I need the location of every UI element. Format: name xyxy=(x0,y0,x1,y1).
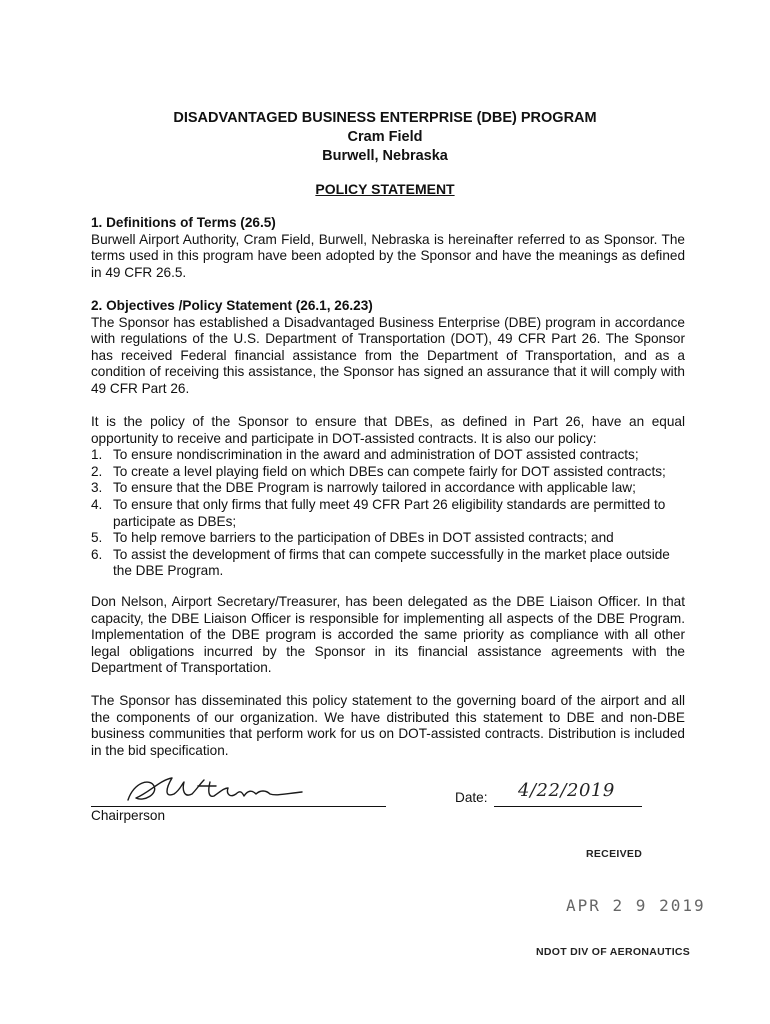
airport-name: Cram Field xyxy=(347,129,423,145)
section-objectives xyxy=(91,298,685,398)
signature-line xyxy=(91,806,386,807)
received-stamp-division: NDOT DIV OF AERONAUTICS xyxy=(536,946,691,958)
received-stamp-date: APR 2 9 2019 xyxy=(566,896,706,915)
policy-statement-heading: POLICY STATEMENT xyxy=(315,181,455,197)
received-stamp: RECEIVED xyxy=(586,848,643,860)
date-label: Date: xyxy=(455,790,488,805)
section-2-text: The Sponsor has established a Disadvantaged Business Enterprise (DBE) program in accordance with regulations of the U.S. Department of Transportation (DOT), 49 CFR Part 26. The Sponsor has received Federal financial assistance from the Department of Transportation, and as a condition of receiving this assistance, the Sponsor has signed an assurance that it will comply with 49 CFR Part 26. xyxy=(91,314,685,396)
list-item: 1. To ensure nondiscrimination in the award and administration of DOT assisted contracts; xyxy=(91,447,639,463)
handwritten-signature xyxy=(120,768,320,808)
section-definitions xyxy=(91,215,685,281)
section-1-heading: 1. Definitions of Terms (26.5) xyxy=(91,215,276,230)
signer-title: Chairperson xyxy=(91,808,166,823)
date-line xyxy=(494,806,642,807)
policy-list xyxy=(91,447,685,580)
policy-intro: It is the policy of the Sponsor to ensure that DBEs, as defined in Part 26, have an equal opportunity to receive and participate in DOT-assisted contracts. It is also our policy: xyxy=(91,414,685,446)
list-item: 6. To assist the development of firms that can compete successfully in the market place outside the DBE Program. xyxy=(91,546,670,579)
section-1-text: Burwell Airport Authority, Cram Field, Burwell, Nebraska is hereinafter referred to as Sponsor. The terms used in this program have been adopted by the Sponsor and have the meanings as defined in 49 CFR 26.5. xyxy=(91,231,685,280)
list-item: 4. To ensure that only firms that fully meet 49 CFR Part 26 eligibility standards are permitted to participate as DBEs; xyxy=(91,496,666,529)
dissemination-paragraph: The Sponsor has disseminated this policy statement to the governing board of the airport and all the components of our organization. We have distributed this statement to DBE and non-DBE business communities that perform work for us on DOT-assisted contracts. Distribution is included in the bid specification. xyxy=(91,693,685,758)
section-2-heading: 2. Objectives /Policy Statement (26.1, 26.23) xyxy=(91,298,373,313)
handwritten-date: 4/22/2019 xyxy=(518,780,615,801)
list-item: 2. To create a level playing field on which DBEs can compete fairly for DOT assisted contracts; xyxy=(91,463,666,479)
airport-city: Burwell, Nebraska xyxy=(322,148,448,164)
liaison-paragraph: Don Nelson, Airport Secretary/Treasurer, has been delegated as the DBE Liaison Officer. In that capacity, the DBE Liaison Officer is responsible for implementing all aspects of the DBE Program. Implementation of the DBE program is accorded the same priority as compliance with all other legal obligations incurred by the Sponsor in its financial assistance agreements with the Department of Transportation. xyxy=(91,594,685,676)
program-title: DISADVANTAGED BUSINESS ENTERPRISE (DBE) PROGRAM xyxy=(173,110,597,126)
list-item: 5. To help remove barriers to the participation of DBEs in DOT assisted contracts; and xyxy=(91,530,614,546)
policy-section xyxy=(91,414,685,580)
list-item: 3. To ensure that the DBE Program is narrowly tailored in accordance with applicable law; xyxy=(91,480,636,496)
document-header xyxy=(0,109,770,166)
